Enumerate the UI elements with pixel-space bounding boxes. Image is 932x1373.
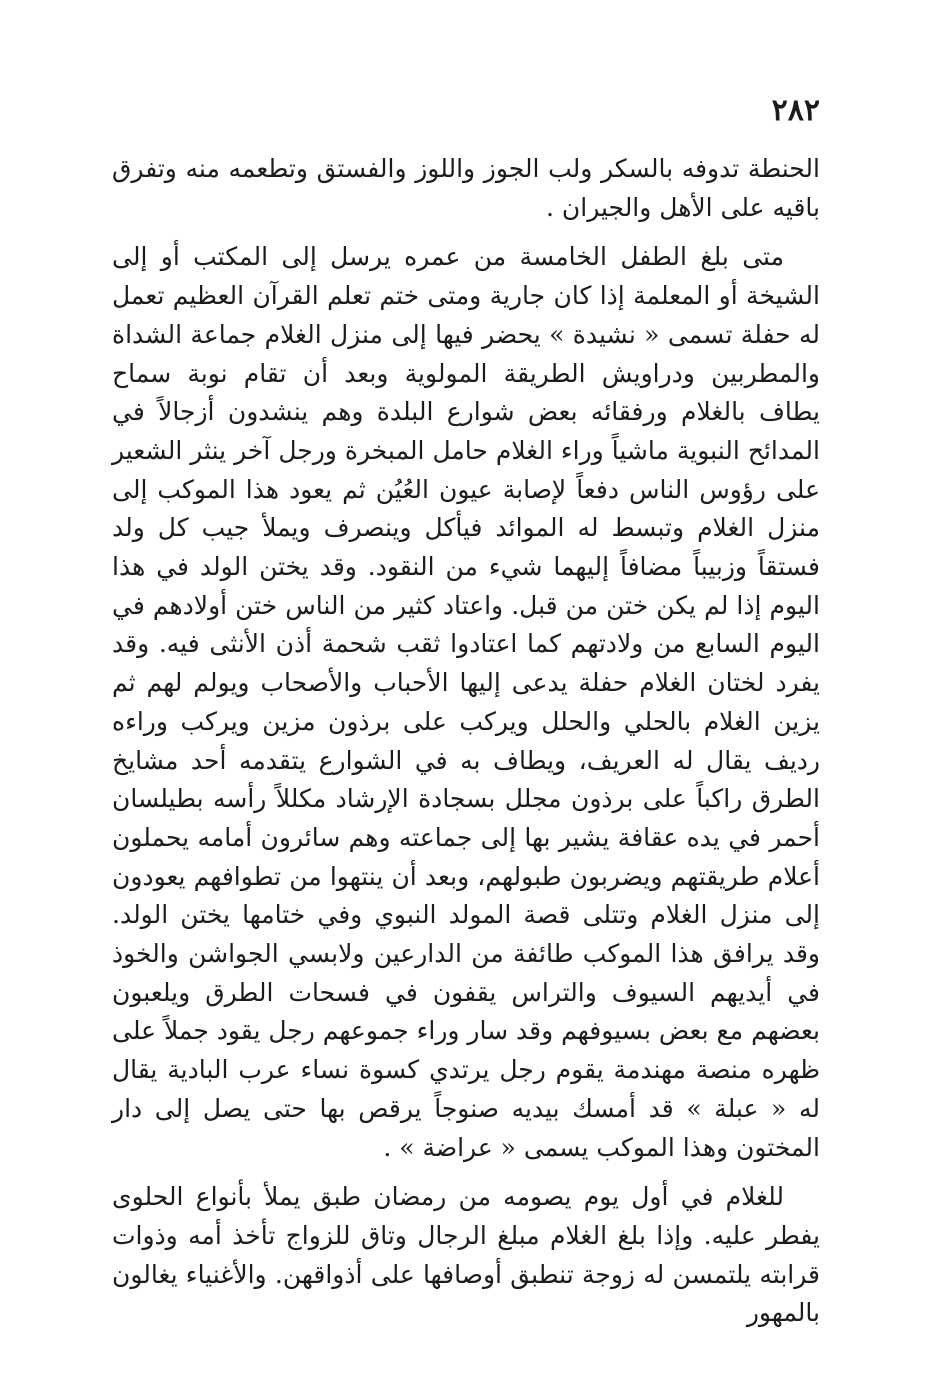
page-body bbox=[112, 150, 820, 1333]
paragraph-childhood-customs: متى بلغ الطفل الخامسة من عمره يرسل إلى المكتب أو إلى الشيخة أو المعلمة إذا كان جارية ومتى ختم تعلم القرآن العظيم تعمل له حفلة تسمى « نشيدة » يحضر فيها إلى منزل الغلام جماعة الشداة والمطربين ودراويش الطريقة المولوية وبعد أن تقام نوبة سماح يطاف بالغلام ورفقائه بعض شوارع البلدة وهم ينشدون أزجالاً في المدائح النبوية ماشياً وراء الغلام حامل المبخرة ورجل آخر ينثر الشعير على رؤوس الناس دفعاً لإصابة عيون العُيُن ثم يعود هذا الموكب إلى منزل الغلام وتبسط له الموائد فيأكل وينصرف ويملأ جيب كل ولد فستقاً وزبيباً مضافاً إليهما شيء من النقود. وقد يختن الولد في هذا اليوم إذا لم يكن ختن من قبل. واعتاد كثير من الناس ختن أولادهم في اليوم السابع من ولادتهم كما اعتادوا ثقب شحمة أذن الأنثى فيه. وقد يفرد لختان الغلام حفلة يدعى إليها الأحباب والأصحاب ويولم لهم ثم يزين الغلام بالحلي والحلل ويركب على برذون مزين ويركب وراءه رديف يقال له العريف، ويطاف به في الشوارع يتقدمه أحد مشايخ الطرق راكباً على برذون مجلل بسجادة الإرشاد مكللاً رأسه بطيلسان أحمر في يده عقافة يشير بها إلى جماعته وهم سائرون أمامه يحملون أعلام طريقتهم ويضربون طبولهم، وبعد أن ينتهوا من تطوافهم يعودون إلى منزل الغلام وتتلى قصة المولد النبوي وفي ختامها يختن الولد. وقد يرافق هذا الموكب طائفة من الدارعين ولابسي الجواشن والخوذ في أيديهم السيوف والتراس يقفون في فسحات الطرق ويلعبون بعضهم مع بعض بسيوفهم وقد سار وراء جموعهم رجل يقود جملاً على ظهره منصة مهندمة يقوم رجل يرتدي كسوة نساء عرب البادية يقال له « عبلة » قد أمسك بيديه صنوجاً يرقص بها حتى يصل إلى دار المختون وهذا الموكب يسمى « عراضة » . bbox=[112, 242, 820, 1162]
page-number: ٢٨٢ bbox=[771, 93, 820, 128]
paragraph-ramadan-marriage: للغلام في أول يوم يصومه من رمضان طبق يملأ بأنواع الحلوى يفطر عليه. وإذا بلغ الغلام مبلغ الرجال وتاق للزواج تأخذ أمه وذوات قرابته يلتمسن له زوجة تنطبق أوصافها على أذواقهن. والأغنياء يغالون بالمهور bbox=[112, 1182, 820, 1328]
paragraph-continued: الحنطة تدوفه بالسكر ولب الجوز واللوز والفستق وتطعمه منه وتفرق باقيه على الأهل والجيران . bbox=[112, 154, 820, 222]
